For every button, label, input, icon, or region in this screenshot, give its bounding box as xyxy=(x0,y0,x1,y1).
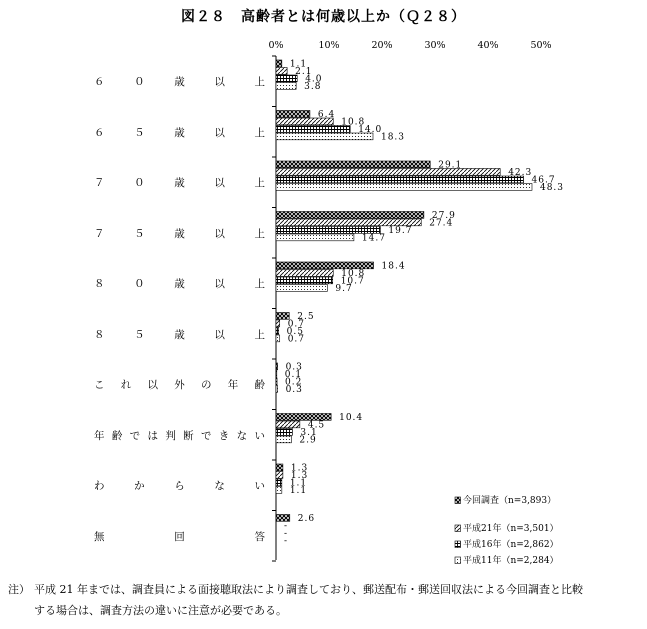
bar xyxy=(276,515,290,522)
x-tick-label: 30% xyxy=(424,40,446,51)
data-label: 1.3 xyxy=(290,470,309,481)
data-label: 0.5 xyxy=(286,326,304,337)
legend-swatch xyxy=(455,525,461,532)
legend-swatch xyxy=(455,541,461,548)
bar xyxy=(276,464,283,471)
data-label: 19.7 xyxy=(388,225,413,236)
data-label: 4.0 xyxy=(305,74,323,85)
x-tick-label: 50% xyxy=(530,40,552,51)
bar xyxy=(276,371,277,378)
data-label: 14.0 xyxy=(358,124,383,135)
x-tick-label: 10% xyxy=(318,40,340,51)
data-label: 27.9 xyxy=(431,210,456,221)
bar xyxy=(276,212,424,219)
bar xyxy=(276,234,354,241)
legend xyxy=(455,494,559,566)
bar xyxy=(276,277,333,284)
bar xyxy=(276,487,282,494)
x-tick-label: 40% xyxy=(477,40,499,51)
data-label: - xyxy=(284,521,289,532)
bar xyxy=(276,429,292,436)
bar xyxy=(276,219,421,226)
category-label: ６ ５ 歳 以 上 xyxy=(94,126,265,139)
category-label: ８ ０ 歳 以 上 xyxy=(94,278,265,290)
bar xyxy=(276,184,532,191)
data-label: 0.2 xyxy=(285,377,303,388)
category-label: ７ ５ 歳 以 上 xyxy=(94,227,265,240)
bar xyxy=(276,111,310,118)
data-label: 1.1 xyxy=(289,478,308,489)
bar xyxy=(276,60,282,67)
data-label: 42.3 xyxy=(508,167,533,178)
bar xyxy=(276,126,350,133)
data-label: - xyxy=(284,536,289,547)
bar xyxy=(276,414,331,421)
data-label: 1.1 xyxy=(289,485,308,496)
bar xyxy=(276,313,289,320)
legend-swatch xyxy=(455,557,461,564)
legend-label: 平成11年（n=2,284） xyxy=(463,556,559,566)
bar xyxy=(276,436,291,443)
bar xyxy=(276,386,278,393)
data-label: 1.3 xyxy=(290,463,309,474)
bar xyxy=(276,262,374,269)
category-label: ８ ５ 歳 以 上 xyxy=(94,328,265,341)
data-label: 3.8 xyxy=(304,81,322,92)
data-label: 0.3 xyxy=(285,384,303,395)
data-label: 0.7 xyxy=(287,334,306,345)
x-tick-label: 20% xyxy=(371,40,393,51)
data-label: 0.7 xyxy=(287,319,306,330)
data-label: 14.7 xyxy=(361,233,386,244)
bar xyxy=(276,285,327,292)
data-label: 18.4 xyxy=(381,261,406,272)
data-label: 46.7 xyxy=(531,175,556,186)
bar xyxy=(276,169,500,176)
bar xyxy=(276,68,287,75)
legend-swatch xyxy=(455,497,461,504)
category-label: 年 齢 で は 判 断 で き な い xyxy=(94,429,265,442)
bar xyxy=(276,335,280,342)
bar xyxy=(276,320,280,327)
data-label: 3.1 xyxy=(300,427,318,438)
note-head: 注） xyxy=(8,583,30,596)
bar xyxy=(276,472,283,479)
data-label: 1.1 xyxy=(289,59,308,70)
data-label: 10.4 xyxy=(339,412,364,423)
data-label: 27.4 xyxy=(429,218,454,229)
bar xyxy=(276,328,279,335)
x-tick-label: 0% xyxy=(268,40,284,51)
bar xyxy=(276,378,277,385)
data-label: 2.5 xyxy=(297,311,315,322)
bar xyxy=(276,363,278,370)
data-label: 29.1 xyxy=(438,160,463,171)
legend-label: 平成21年（n=3,501） xyxy=(463,524,559,534)
data-label: 2.6 xyxy=(297,513,316,524)
bar xyxy=(276,421,300,428)
category-label: 無 回 答 xyxy=(94,530,265,543)
note-line-1: 平成 21 年までは、調査員による面接聴取法により調査しており、郵送配布・郵送回収法による今回調査と比較 xyxy=(34,583,583,596)
data-label: 2.1 xyxy=(295,66,313,77)
data-label: 18.3 xyxy=(380,132,406,143)
bar xyxy=(276,227,380,234)
note-line-2: する場合は、調査方法の違いに注意が必要である。 xyxy=(34,604,287,617)
category-label: ６ ０ 歳 以 上 xyxy=(94,76,265,88)
category-label: わ か ら な い xyxy=(94,480,265,492)
data-label: 10.8 xyxy=(341,268,366,279)
data-label: 10.8 xyxy=(341,117,366,128)
bar xyxy=(276,479,282,486)
data-label: 2.9 xyxy=(299,435,317,446)
bar xyxy=(276,270,333,277)
bar xyxy=(276,176,524,183)
data-label: 9.7 xyxy=(335,283,353,294)
legend-label: 平成16年（n=2,862） xyxy=(463,540,559,550)
bar xyxy=(276,75,297,82)
category-label: ７ ０ 歳 以 上 xyxy=(94,177,265,189)
data-label: 0.3 xyxy=(285,362,303,373)
data-label: 6.4 xyxy=(317,109,336,120)
category-label: こ れ 以 外 の 年 齢 xyxy=(94,379,265,391)
data-label: 10.7 xyxy=(340,276,365,287)
bar xyxy=(276,83,296,90)
data-label: 4.5 xyxy=(307,420,326,431)
data-label: - xyxy=(284,528,289,539)
data-label: 48.3 xyxy=(539,182,565,193)
data-label: 0.1 xyxy=(284,369,303,380)
bar xyxy=(276,161,430,168)
legend-label: 今回調査（n=3,893） xyxy=(463,496,557,506)
chart-title: 図２８ 高齢者とは何歳以上か（Ｑ２８） xyxy=(181,9,466,25)
